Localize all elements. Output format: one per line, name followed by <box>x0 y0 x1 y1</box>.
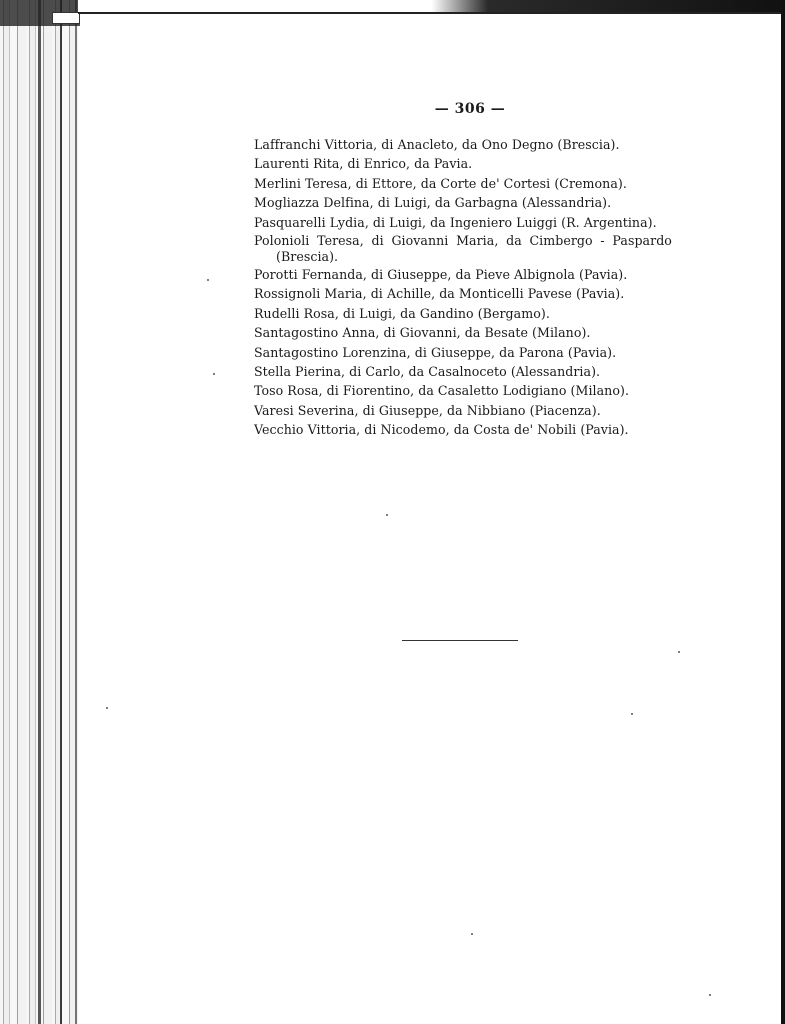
list-item: Toso Rosa, di Fiorentino, da Casaletto Lodigiano (Milano). <box>254 383 629 399</box>
binding-tab <box>52 12 80 24</box>
end-rule <box>402 640 518 641</box>
word: Polonioli <box>254 233 310 249</box>
list-item: Rudelli Rosa, di Luigi, da Gandino (Bergamo). <box>254 305 550 321</box>
list-item: Santagostino Lorenzina, di Giuseppe, da Parona (Pavia). <box>254 344 617 360</box>
list-item: Merlini Teresa, di Ettore, da Corte de' Cortesi (Cremona). <box>254 175 627 191</box>
list-item-continuation: (Brescia). <box>276 249 339 265</box>
binding-shadow <box>38 0 41 1024</box>
binding-shadow <box>75 0 77 1024</box>
list-item: Vecchio Vittoria, di Nicodemo, da Costa de' Nobili (Pavia). <box>254 422 629 438</box>
list-item: Laurenti Rita, di Enrico, da Pavia. <box>254 156 473 172</box>
scan-speck <box>213 373 215 375</box>
binding-shadow <box>60 0 62 1024</box>
word: Paspardo <box>612 233 672 249</box>
scan-speck <box>386 514 388 516</box>
scan-speck <box>678 651 680 653</box>
list-item: Stella Pierina, di Carlo, da Casalnoceto (Alessandria). <box>254 364 601 380</box>
list-item: Pasquarelli Lydia, di Luigi, da Ingeniero Luiggi (R. Argentina). <box>254 214 657 230</box>
scan-speck <box>106 707 108 709</box>
scan-speck <box>471 933 473 935</box>
scan-speck <box>207 279 209 281</box>
scan-right-edge <box>781 0 785 1024</box>
word: Teresa, <box>317 233 364 249</box>
word: di <box>371 233 384 249</box>
word: Cimbergo <box>529 233 593 249</box>
list-item: Laffranchi Vittoria, di Anacleto, da Ono Degno (Brescia). <box>254 137 620 152</box>
list-item: Porotti Fernanda, di Giuseppe, da Pieve Albignola (Pavia). <box>254 267 628 283</box>
word: Giovanni <box>391 233 449 249</box>
list-item: Rossignoli Maria, di Achille, da Monticelli Pavese (Pavia). <box>254 286 625 302</box>
list-item-justified-line <box>254 232 672 249</box>
word: Maria, <box>456 233 499 249</box>
word: - <box>600 233 605 249</box>
list-item <box>254 232 674 265</box>
list-item: Mogliazza Delfina, di Luigi, da Garbagna (Alessandria). <box>254 195 612 211</box>
word: da <box>506 233 522 249</box>
scan-top-line <box>78 12 785 14</box>
list-item: Varesi Severina, di Giuseppe, da Nibbiano (Piacenza). <box>254 402 601 418</box>
scan-speck <box>631 713 633 715</box>
name-list <box>254 135 674 440</box>
scan-speck <box>709 994 711 996</box>
list-item: Santagostino Anna, di Giovanni, da Besate (Milano). <box>254 325 591 341</box>
page-number: — 306 — <box>434 101 506 117</box>
